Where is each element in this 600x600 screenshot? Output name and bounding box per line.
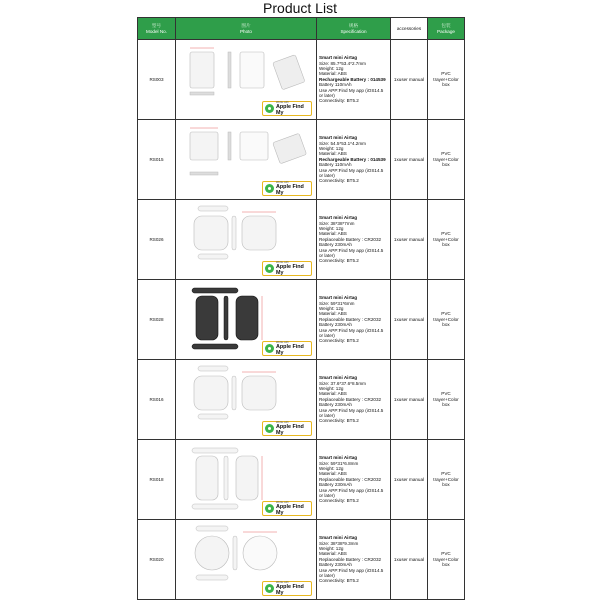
spec-line: Smart mini Airtag	[319, 455, 358, 461]
accessories-cell: 1xuser manual	[391, 360, 428, 440]
product-top-view	[192, 448, 238, 453]
spec-line: Replaceable Battery : CR2032	[319, 236, 382, 242]
header-spec: 规格 Specification	[317, 18, 391, 40]
specification	[317, 200, 391, 280]
find-my-icon	[265, 504, 274, 513]
product-back-view	[243, 536, 277, 570]
spec-line: Use APP:Find My app (iOS14.5 or later)	[319, 567, 384, 579]
model-number: RS028	[138, 280, 176, 360]
product-row	[138, 120, 465, 200]
spec-line: Weight: 12g	[319, 465, 344, 471]
product-bottom-view	[192, 504, 238, 509]
model-number: RS018	[138, 440, 176, 520]
find-my-badge	[262, 501, 312, 516]
spec-line: Material: ABS	[319, 551, 347, 557]
product-side-view	[228, 132, 231, 160]
find-my-icon	[265, 104, 274, 113]
product-side-view	[232, 376, 236, 410]
badge-small-text: Works with	[276, 581, 289, 584]
spec-line: Replaceable Battery : CR2032	[319, 556, 382, 562]
product-top-view	[198, 366, 228, 371]
spec-line: Use APP:Find My app (iOS14.5 or later)	[319, 247, 384, 259]
header-photo: 图片 Photo	[176, 18, 317, 40]
package-cell: PVC trayer+Color box	[428, 440, 465, 520]
find-my-icon	[265, 344, 274, 353]
spec-line: Material: ABS	[319, 391, 347, 397]
find-my-icon	[265, 264, 274, 273]
spec-line: Connectivity: BT5.2	[319, 258, 359, 264]
find-my-badge	[262, 261, 312, 276]
product-bottom-view	[198, 414, 228, 419]
product-angle-view	[273, 55, 305, 90]
product-photo	[176, 40, 317, 120]
product-photo	[176, 360, 317, 440]
spec-line: Use APP:Find My app (iOS14.5 or later)	[319, 487, 384, 499]
product-back-view	[242, 376, 276, 410]
package-cell: PVC trayer+Color box	[428, 120, 465, 200]
spec-line: Use APP:Find My app (iOS14.5 or later)	[319, 87, 384, 99]
spec-line: Use APP:Find My app (iOS14.5 or later)	[319, 167, 384, 179]
page-title: Product List	[263, 0, 337, 16]
product-edge-view	[190, 92, 214, 95]
header-package: 包装 Package	[428, 18, 465, 40]
product-back-view	[242, 216, 276, 250]
badge-big-text: Apple Find My	[276, 344, 304, 356]
product-side-view	[232, 216, 236, 250]
product-front-view	[196, 296, 218, 340]
spec-line: Weight: 12g	[319, 305, 344, 311]
accessories-cell: 1xuser manual	[391, 280, 428, 360]
spec-line: Weight: 12g	[319, 545, 344, 551]
spec-line: Smart mini Airtag	[319, 55, 358, 61]
product-bottom-view	[192, 344, 238, 349]
product-side-view	[233, 536, 237, 570]
product-bottom-view	[196, 575, 228, 580]
product-top-view	[196, 526, 228, 531]
spec-line: Connectivity: BT5.2	[319, 338, 359, 344]
spec-line: Size: 54.5*53.1*4.2mm	[319, 140, 366, 146]
accessories-cell: 1xuser manual	[391, 520, 428, 600]
spec-line: Battery 110mAh	[319, 82, 352, 88]
product-table	[137, 17, 465, 600]
spec-line: Use APP:Find My app (iOS14.5 or later)	[319, 327, 384, 339]
product-front-view	[190, 132, 218, 160]
header-model: 型号 Model No.	[138, 18, 176, 40]
spec-line: Replaceable Battery : CR2032	[319, 396, 382, 402]
spec-line: Battery 230mAh	[319, 482, 352, 488]
package-cell: PVC trayer+Color box	[428, 200, 465, 280]
specification	[317, 360, 391, 440]
spec-line: Replaceable Battery : CR2032	[319, 316, 382, 322]
spec-line: Connectivity: BT5.2	[319, 578, 359, 584]
product-row	[138, 280, 465, 360]
spec-line: Material: ABS	[319, 151, 347, 157]
product-row	[138, 440, 465, 520]
product-photo	[176, 200, 317, 280]
spec-line: Battery 230mAh	[319, 242, 352, 248]
spec-line: Weight: 12g	[319, 145, 344, 151]
spec-line: Size: 85.7*53.4*2.7mm	[319, 60, 366, 66]
spec-line: Size: 59*31*6mm	[319, 300, 355, 306]
product-row	[138, 200, 465, 280]
find-my-badge	[262, 181, 312, 196]
spec-line: Rechargeable Battery : 014539	[319, 156, 386, 162]
product-back-view	[240, 132, 268, 160]
spec-line: Use APP:Find My app (iOS14.5 or later)	[319, 407, 384, 419]
product-side-view	[228, 52, 231, 88]
spec-line: Smart mini Airtag	[319, 135, 358, 141]
spec-line: Battery 230mAh	[319, 562, 352, 568]
package-cell: PVC trayer+Color box	[428, 520, 465, 600]
product-photo	[176, 440, 317, 520]
model-number: RS020	[138, 520, 176, 600]
specification	[317, 520, 391, 600]
spec-line: Connectivity: BT5.2	[319, 178, 359, 184]
accessories-cell: 1xuser manual	[391, 440, 428, 520]
header-accessories: accessories	[391, 18, 428, 40]
spec-line: Size: 37.6*37.6*8.5mm	[319, 380, 366, 386]
spec-line: Weight: 12g	[319, 65, 344, 71]
spec-line: Battery 230mAh	[319, 322, 352, 328]
spec-line: Smart mini Airtag	[319, 295, 358, 301]
spec-line: Weight: 12g	[319, 385, 344, 391]
badge-big-text: Apple Find My	[276, 104, 304, 116]
badge-big-text: Apple Find My	[276, 264, 304, 276]
product-back-view	[236, 296, 258, 340]
product-back-view	[236, 456, 258, 500]
product-bottom-view	[198, 254, 228, 259]
find-my-icon	[265, 184, 274, 193]
accessories-cell: 1xuser manual	[391, 120, 428, 200]
specification	[317, 280, 391, 360]
product-photo	[176, 120, 317, 200]
product-row	[138, 360, 465, 440]
model-number: RS026	[138, 200, 176, 280]
product-front-view	[194, 216, 228, 250]
find-my-badge	[262, 581, 312, 596]
find-my-badge	[262, 101, 312, 116]
specification	[317, 440, 391, 520]
product-front-view	[195, 536, 229, 570]
product-photo	[176, 280, 317, 360]
badge-big-text: Apple Find My	[276, 424, 304, 436]
product-front-view	[190, 52, 214, 88]
product-back-view	[240, 52, 264, 88]
package-cell: PVC trayer+Color box	[428, 360, 465, 440]
product-row	[138, 40, 465, 120]
accessories-cell: 1xuser manual	[391, 40, 428, 120]
find-my-badge	[262, 341, 312, 356]
badge-big-text: Apple Find My	[276, 184, 304, 196]
find-my-icon	[265, 584, 274, 593]
spec-line: Connectivity: BT5.2	[319, 498, 359, 504]
spec-line: Smart mini Airtag	[319, 375, 358, 381]
badge-small-text: Works with	[276, 341, 289, 344]
product-side-view	[224, 456, 228, 500]
specification	[317, 120, 391, 200]
badge-small-text: Works with	[276, 501, 289, 504]
find-my-icon	[265, 424, 274, 433]
spec-line: Rechargeable Battery : 014539	[319, 76, 386, 82]
product-front-view	[194, 376, 228, 410]
badge-big-text: Apple Find My	[276, 584, 304, 596]
specification	[317, 40, 391, 120]
spec-line: Battery 110mAh	[319, 162, 352, 168]
product-front-view	[196, 456, 218, 500]
spec-line: Material: ABS	[319, 71, 347, 77]
product-row	[138, 520, 465, 600]
spec-line: Connectivity: BT5.2	[319, 98, 359, 104]
spec-line: Material: ABS	[319, 471, 347, 477]
spec-line: Material: ABS	[319, 311, 347, 317]
model-number: RS015	[138, 120, 176, 200]
spec-line: Weight: 12g	[319, 225, 344, 231]
badge-big-text: Apple Find My	[276, 504, 304, 516]
product-photo	[176, 520, 317, 600]
product-side-view	[224, 296, 228, 340]
spec-line: Connectivity: BT5.2	[319, 418, 359, 424]
spec-line: Smart mini Airtag	[319, 215, 358, 221]
spec-line: Battery 230mAh	[319, 402, 352, 408]
accessories-cell: 1xuser manual	[391, 200, 428, 280]
product-top-view	[198, 206, 228, 211]
spec-line: Size: 59*31*6.8mm	[319, 460, 359, 466]
find-my-badge	[262, 421, 312, 436]
header-row	[138, 18, 465, 40]
package-cell: PVC trayer+Color box	[428, 40, 465, 120]
model-number: RS016	[138, 360, 176, 440]
spec-line: Replaceable Battery : CR2032	[319, 476, 382, 482]
product-edge-view	[190, 172, 218, 175]
badge-small-text: Works with	[276, 421, 289, 424]
badge-small-text: Works with	[276, 261, 289, 264]
package-cell: PVC trayer+Color box	[428, 280, 465, 360]
spec-line: Size: 38*38*7mm	[319, 220, 355, 226]
product-top-view	[192, 288, 238, 293]
spec-line: Material: ABS	[319, 231, 347, 237]
badge-small-text: Works with	[276, 101, 289, 104]
product-angle-view	[273, 133, 307, 164]
badge-small-text: Works with	[276, 181, 289, 184]
spec-line: Smart mini Airtag	[319, 535, 358, 541]
spec-line: Size: 38*38*9.3mm	[319, 540, 359, 546]
model-number: RS003	[138, 40, 176, 120]
